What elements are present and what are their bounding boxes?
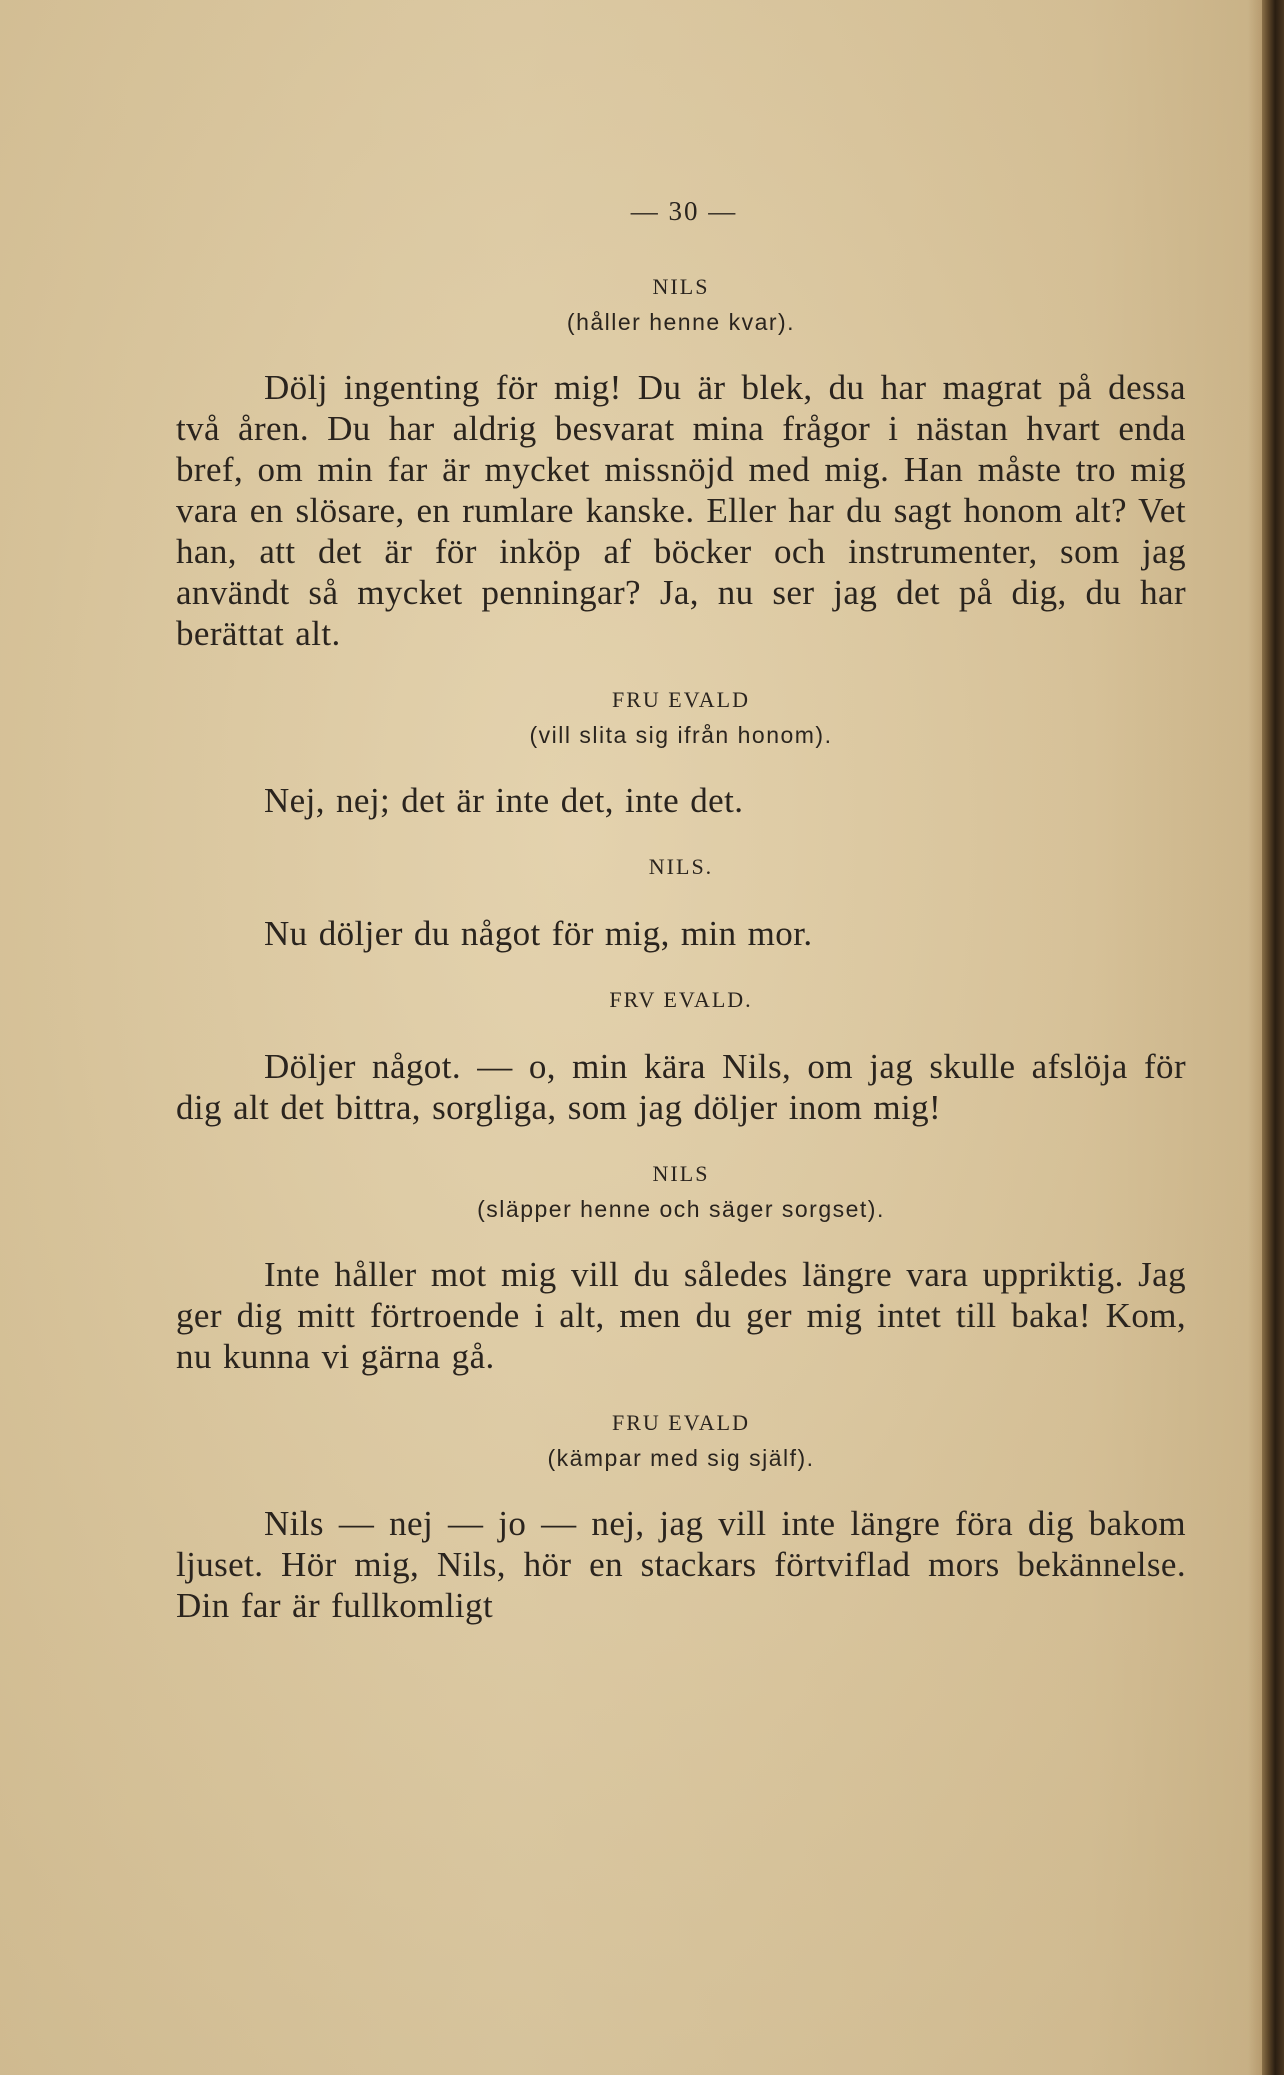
speaker-nils-1: NILS	[652, 274, 710, 299]
page-edge-shadow	[1248, 0, 1262, 2075]
stage-direction-2: (vill slita sig ifrån honom).	[529, 722, 833, 748]
speech-nils-1: Dölj ingenting för mig! Du är blek, du har magrat på dessa två åren. Du har aldrig besvarat mina frågor i nästan hvart enda bref, om min far är mycket missnöjd med mig. Han måste tro mig vara en slösare, en rumlare kanske. Eller har du sagt honom alt? Vet han, att det är för inköp af böcker och instrumenter, som jag användt så mycket penningar? Ja, nu ser jag det på dig, du har berättat alt.	[176, 368, 1186, 653]
stage-direction-4: (kämpar med sig själf).	[547, 1445, 815, 1471]
speech-fru-evald-3: Nils — nej — jo — nej, jag vill inte längre föra dig bakom ljuset. Hör mig, Nils, hör en stackars förtviflad mors bekännelse. Din far är fullkomligt	[176, 1504, 1186, 1625]
speaker-fru-evald-1: FRU EVALD	[611, 687, 750, 712]
speech-fru-evald-1: Nej, nej; det är inte det, inte det.	[264, 781, 744, 820]
speech-fru-evald-2: Döljer något. — o, min kära Nils, om jag skulle afslöja för dig alt det bittra, sorgliga, som jag döljer inom mig!	[176, 1047, 1186, 1127]
stage-direction-3: (släpper henne och säger sorgset).	[477, 1196, 885, 1222]
stage-direction-1: (håller henne kvar).	[566, 309, 796, 335]
speaker-fru-evald-2: FRV EVALD.	[609, 987, 753, 1012]
speech-nils-2: Nu döljer du något för mig, min mor.	[264, 914, 813, 953]
speaker-fru-evald-3: FRU EVALD	[611, 1410, 750, 1435]
page-content	[176, 196, 1186, 1626]
page-number: — 30 —	[630, 196, 738, 226]
speaker-nils-2: NILS.	[648, 854, 714, 879]
speech-nils-3: Inte håller mot mig vill du således längre vara uppriktig. Jag ger dig mitt förtroende i alt, men du ger mig intet till baka! Kom, nu kunna vi gärna gå.	[176, 1255, 1186, 1376]
speaker-nils-3: NILS	[652, 1161, 710, 1186]
book-spine-edge	[1262, 0, 1284, 2075]
